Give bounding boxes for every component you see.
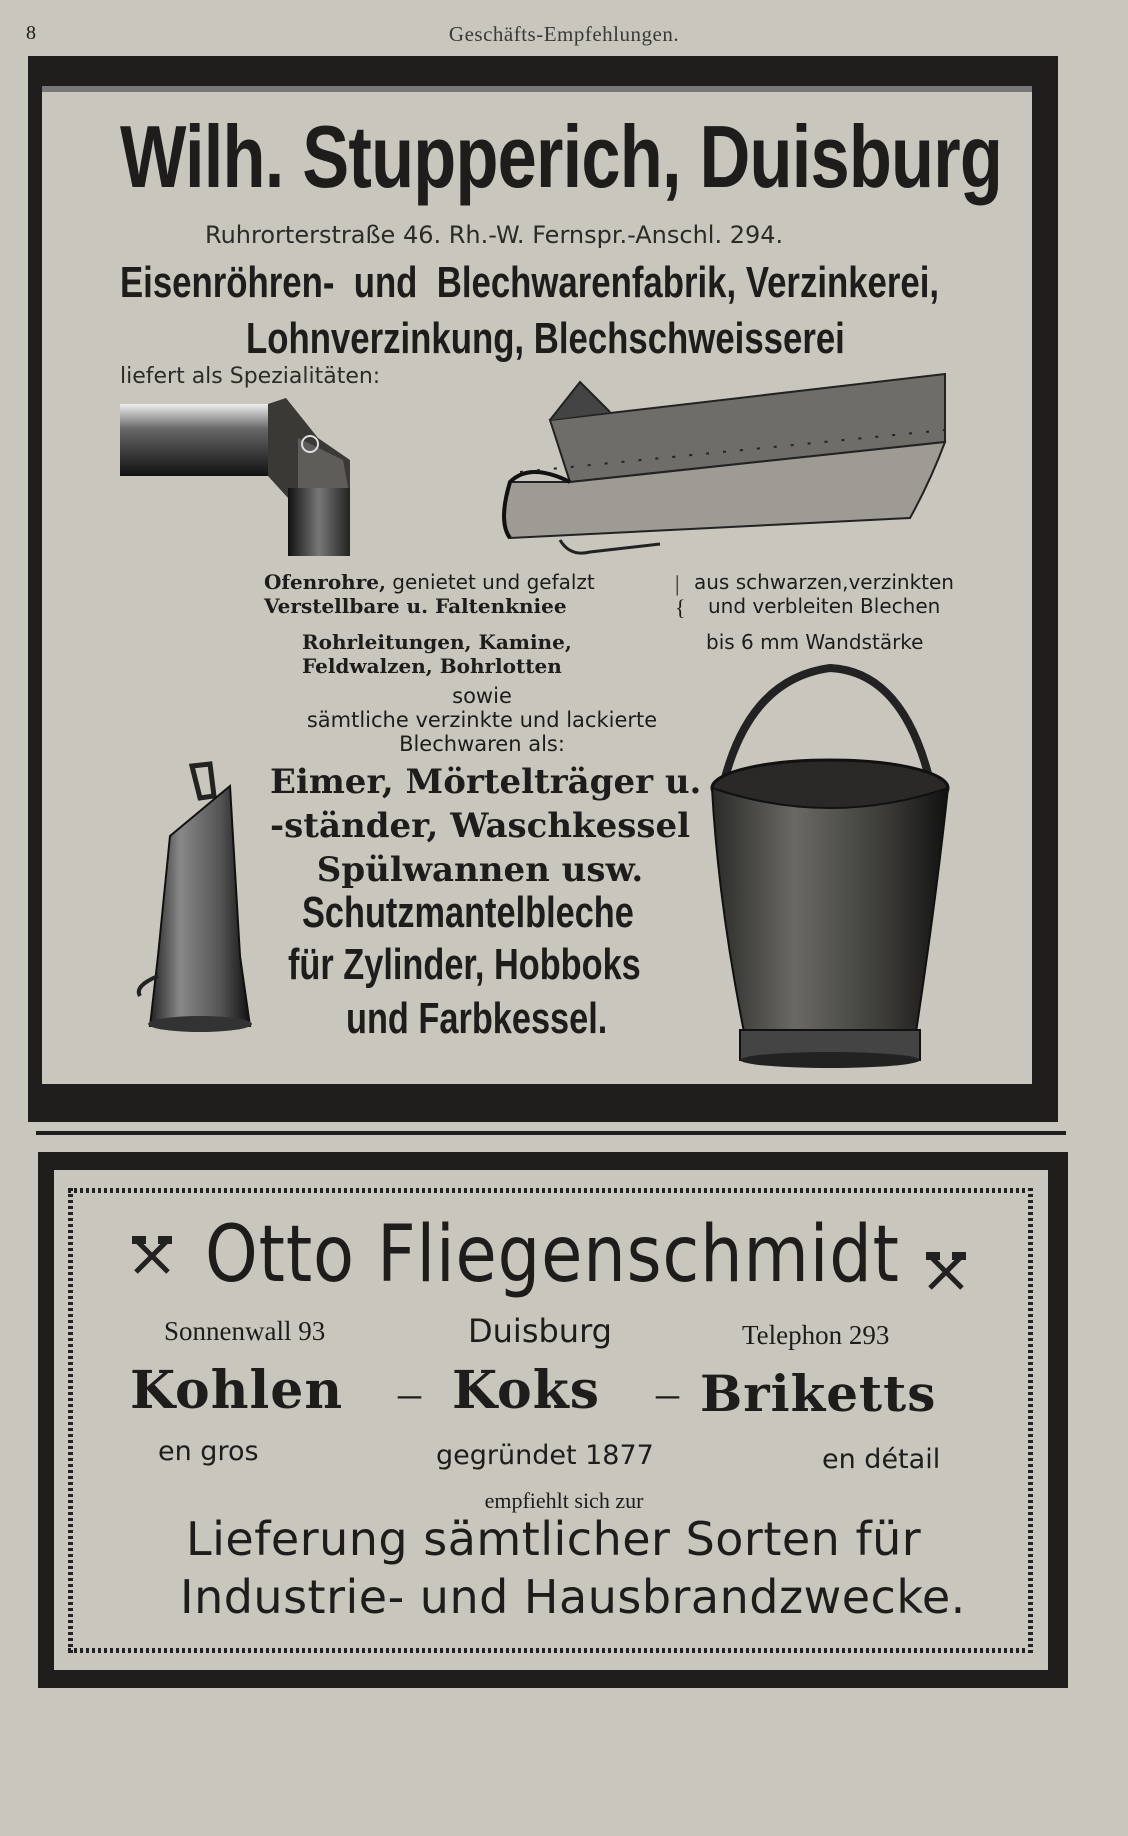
ad2-delivery-line2: Industrie- und Hausbrandzwecke. [180,1570,966,1624]
fraktur-line: -ständer, Waschkessel [270,806,691,846]
ad2-phone: Telephon 293 [742,1320,890,1350]
product-line: Rohrleitungen, Kamine, [302,630,572,654]
feed-trough-illustration [490,372,950,570]
ad1-bold-line: und Farbkessel. [346,994,608,1043]
ad2-delivery-line1: Lieferung sämtlicher Sorten für [186,1512,922,1566]
hammer-crossed-icon [130,1232,174,1276]
ad1-more1: sämtliche verzinkte und lackierte [306,708,658,732]
ad1-bold-line: Schutzmantelbleche [302,888,634,937]
ad2-street: Sonnenwall 93 [164,1316,326,1346]
product-dash: – [398,1367,421,1418]
ad1-sowie: sowie [452,684,512,708]
fraktur-line: Spülwannen usw. [316,850,644,890]
running-title: Geschäfts-Empfehlungen. [448,22,680,46]
ad2-retail: en détail [822,1444,941,1475]
ad2-recommends: empfiehlt sich zur [484,1488,644,1513]
material-line: und verbleiten Blechen [708,594,941,618]
stovepipe-elbow-illustration [118,398,354,558]
material-line: aus schwarzen,verzinkten [694,570,954,594]
ad1-product-list [264,570,595,678]
ad1-bold-line: für Zylinder, Hobboks [288,940,641,989]
ad1-more2: Blechwaren als: [399,732,565,756]
ad2-name: Otto Fliegenschmidt [205,1210,900,1300]
fraktur-line: Eimer, Mörtelträger u. [270,762,702,802]
bucket-illustration [700,660,964,1084]
brace: | { [675,571,686,620]
product-dash: – [656,1367,679,1418]
material-line: bis 6 mm Wandstärke [706,630,924,654]
product-briketts: Briketts [700,1364,937,1423]
product-koks: Koks [452,1360,601,1421]
ad2-city: Duisburg [468,1312,612,1350]
ad1-address: Ruhrorterstraße 46. Rh.-W. Fernspr.-Anschl. 294. [205,221,784,249]
ad1-line1: Eisenröhren- und Blechwarenfabrik, Verzinkerei, [120,258,940,307]
ad1-intro: liefert als Spezialitäten: [120,364,381,389]
coal-scuttle-illustration [130,756,280,1036]
ad1-line2: Lohnverzinkung, Blechschweisserei [246,314,845,363]
product-kohlen: Kohlen [130,1360,344,1421]
divider-rule [36,1131,1066,1135]
ad2-founded: gegründet 1877 [436,1440,654,1471]
product-line: Ofenrohre, genietet und gefalzt [264,570,595,594]
page-number: 8 [26,22,36,44]
ad1-company-title: Wilh. Stupperich, Duisburg [120,107,1003,206]
hammer-crossed-icon [924,1248,968,1292]
product-line: Verstellbare u. Faltenkniee [264,594,567,618]
ad2-wholesale: en gros [158,1436,259,1467]
product-line: Feldwalzen, Bohrlotten [302,654,562,678]
